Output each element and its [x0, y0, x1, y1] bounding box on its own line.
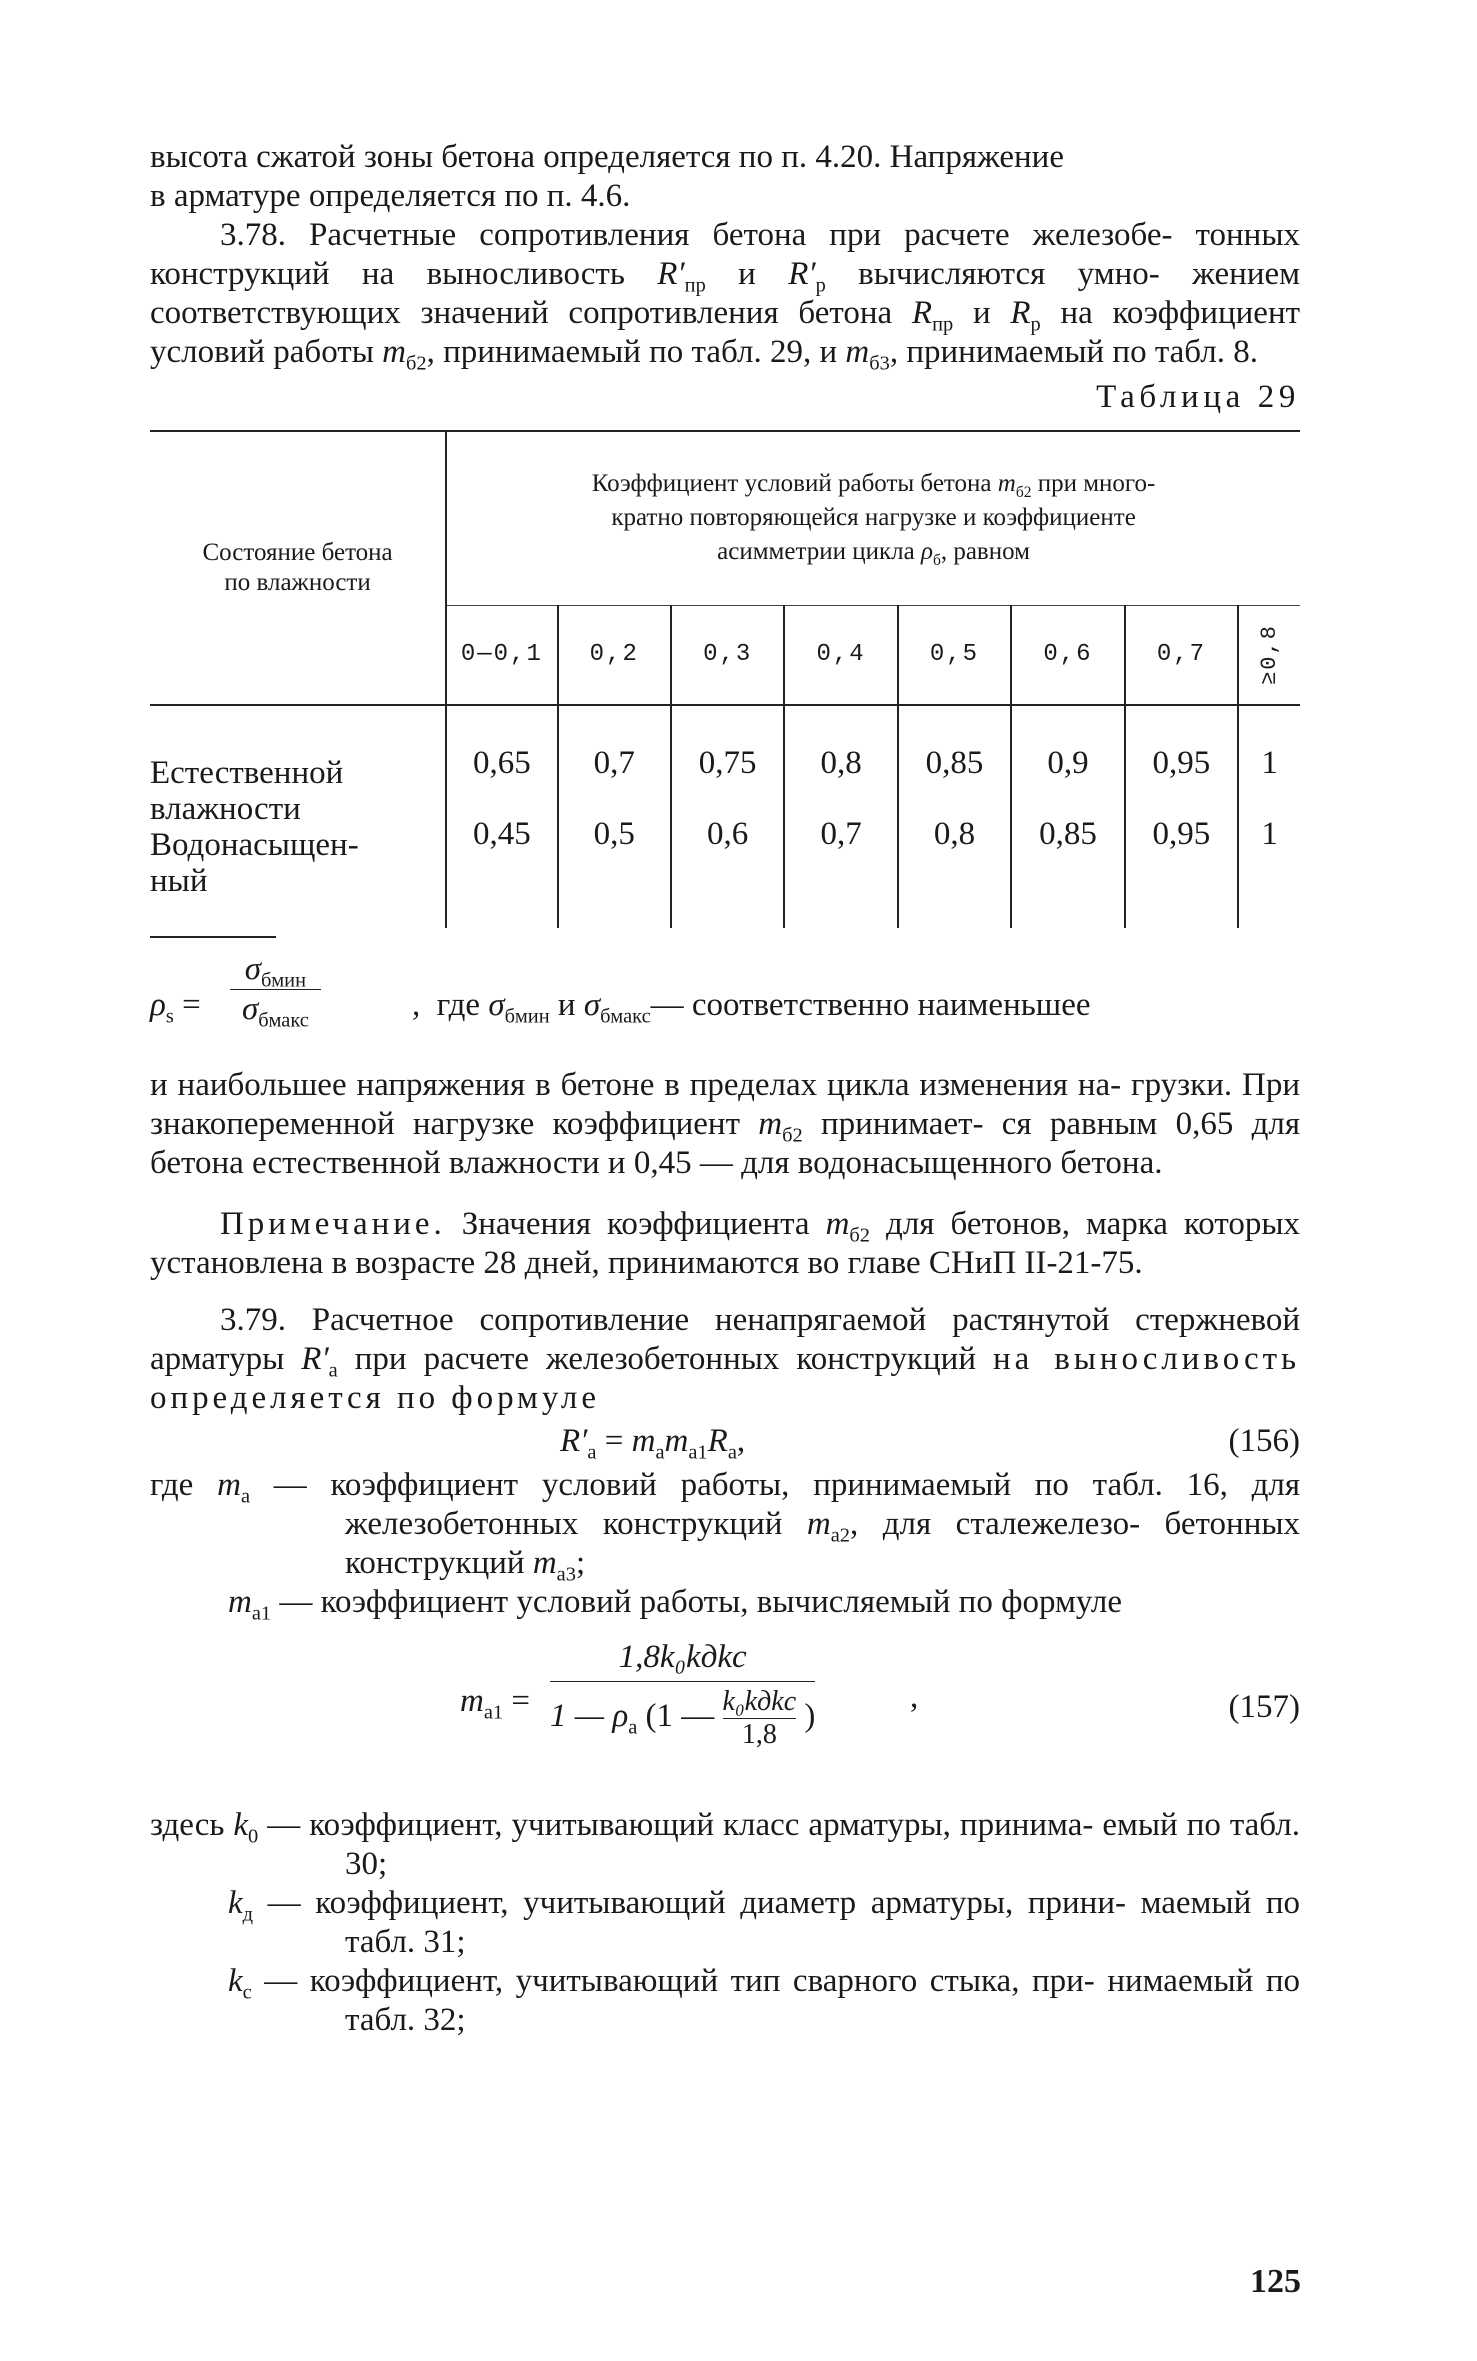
text: здесь	[150, 1807, 225, 1843]
table-caption: Таблица 29	[1096, 379, 1300, 415]
text: — коэффициент условий работы, вычисляемый по формуле	[279, 1584, 1123, 1620]
formula-157-fraction	[550, 1638, 815, 1751]
value-cell	[1238, 705, 1300, 928]
header-state	[150, 431, 446, 705]
text: ,	[736, 1423, 746, 1459]
rho-s-lhs	[150, 986, 201, 1028]
symbol-r-pr: R	[911, 295, 933, 331]
text: стержневой арматуры	[150, 1302, 1301, 1377]
text: 0,7	[820, 816, 862, 852]
text: Значения коэффициента	[461, 1206, 810, 1242]
text: ,	[412, 987, 421, 1023]
symbol-r-p: R	[1010, 295, 1031, 331]
text: 0,7	[593, 745, 635, 781]
note-label: Примечание.	[220, 1206, 446, 1242]
intro-line-2: в арматуре определяется по п. 4.6.	[150, 178, 631, 214]
text: σ	[583, 987, 601, 1023]
rho-fraction	[230, 950, 321, 1032]
subscript: б2	[405, 352, 427, 375]
inner-fraction	[723, 1686, 797, 1751]
text: R′	[301, 1341, 329, 1377]
text: (1 —	[645, 1698, 715, 1735]
text: =	[604, 1423, 624, 1459]
text: а	[240, 1485, 251, 1508]
text: с	[242, 1981, 252, 2004]
subscript: р	[1030, 313, 1041, 336]
rho-numerator	[230, 950, 321, 990]
text: m	[758, 1106, 783, 1142]
symbol-r-p-prime: R′	[788, 256, 816, 292]
text: при расчете железобетонных конструкций	[354, 1341, 976, 1377]
text: а1	[251, 1602, 272, 1625]
text: при много-	[1037, 470, 1156, 498]
text: вычисляются умно-	[858, 256, 1160, 292]
text: по влажности	[224, 569, 371, 596]
table-row-values	[150, 705, 1300, 928]
text: ся равным 0,65 для бетона естественной влажности и 0,45 — для	[150, 1106, 1301, 1181]
text: 1 — ρ	[550, 1698, 629, 1735]
text: жением соответствующих значений сопротивления бетона	[150, 256, 1301, 331]
text: )	[804, 1698, 816, 1735]
section-number: 3.78.	[220, 217, 286, 253]
rho-col-1: 0—0,1	[446, 605, 557, 705]
text: маемый по табл. 31;	[345, 1885, 1301, 1960]
text: и	[738, 256, 756, 292]
text: 0,65	[472, 745, 531, 781]
text: и	[819, 334, 838, 370]
text: 0,95	[1152, 745, 1211, 781]
text: Естественной	[150, 755, 344, 791]
value-cell	[1125, 705, 1239, 928]
definition-ma	[150, 1466, 1301, 1586]
text: =	[182, 987, 201, 1023]
text: где	[436, 987, 481, 1023]
text: , принимаемый по табл. 8.	[889, 334, 1258, 370]
text: б2	[849, 1224, 871, 1247]
text: 1,8	[741, 1719, 777, 1750]
text: m	[631, 1423, 656, 1459]
formula-156-body	[560, 1422, 746, 1464]
text: где	[150, 1467, 194, 1503]
text: Состояние бетона	[202, 539, 393, 566]
text: =	[511, 1683, 531, 1719]
rho-col-5: 0,5	[898, 605, 1011, 705]
text: а3	[556, 1563, 576, 1586]
text: m	[532, 1545, 557, 1581]
text: д	[242, 1903, 254, 1926]
text: и	[557, 987, 576, 1023]
text: k	[228, 1885, 243, 1921]
text: R′	[560, 1423, 588, 1459]
subscript: пр	[932, 313, 954, 336]
table-29	[150, 430, 1300, 928]
text: — коэффициент условий работы, принимаемый по табл. 16,	[273, 1467, 1228, 1503]
text: бмакс	[258, 1009, 309, 1032]
text: k	[233, 1807, 249, 1843]
symbol-m-b2: m	[382, 334, 406, 370]
text: а1	[688, 1441, 708, 1464]
subscript: б3	[869, 352, 890, 375]
text: σ	[488, 987, 505, 1023]
text: ρ	[150, 987, 166, 1023]
text: m	[664, 1423, 689, 1459]
text: тонных конструкций на выносливость	[150, 217, 1301, 292]
text: 0,95	[1152, 816, 1211, 852]
text: б2	[1015, 484, 1032, 502]
rho-col-6: 0,6	[1011, 605, 1124, 705]
value-cell	[671, 705, 784, 928]
text: Расчетные сопротивления бетона при расчете железобе-	[309, 217, 1173, 253]
text: и	[972, 295, 991, 331]
section-3-78	[150, 216, 1301, 375]
state-cell	[150, 705, 446, 928]
formula-157	[150, 1634, 1300, 1784]
note-paragraph	[150, 1205, 1300, 1283]
rho-paragraph	[150, 1066, 1300, 1183]
text: а2	[830, 1524, 851, 1547]
text: 0,9	[1047, 745, 1089, 781]
intro-paragraph	[150, 138, 1300, 216]
rho-col-2: 0,2	[558, 605, 671, 705]
text: 0,6	[707, 816, 749, 852]
equation-number: (157)	[1228, 1689, 1300, 1725]
text: R	[707, 1423, 728, 1459]
rho-col-4: 0,4	[784, 605, 897, 705]
text: на коэффициент условий работы	[150, 295, 1301, 370]
value-cell	[898, 705, 1011, 928]
intro-line-1: высота сжатой зоны бетона определяется по п. 4.20. Напряжение	[150, 139, 1064, 175]
formula-157-lhs	[460, 1682, 531, 1724]
rho-col-3: 0,3	[671, 605, 784, 705]
formula-157-denominator	[550, 1682, 815, 1751]
text: на выносливость определяется по формуле	[150, 1341, 1301, 1416]
text: нимаемый по табл. 32;	[345, 1963, 1301, 2038]
definition-k0	[150, 1806, 1300, 1884]
text: Коэффициент условий работы бетона	[591, 470, 992, 498]
text: s	[165, 1005, 174, 1028]
page-number: 125	[1250, 2263, 1301, 2300]
text: для бетонов,	[886, 1206, 1070, 1242]
text: — соответственно наименьшее	[650, 987, 1091, 1023]
text: 0,45	[472, 816, 531, 852]
text: 0,8	[820, 745, 862, 781]
text: и наибольшее напряжения в бетоне в пределах цикла изменения на-	[150, 1067, 1122, 1103]
text: влажности	[150, 791, 301, 827]
text: емый по табл. 30;	[345, 1807, 1300, 1882]
text: марка которых установлена в возрасте 28 дней, принимаются во главе	[150, 1206, 1301, 1281]
text: k₀kдkс	[722, 1686, 797, 1717]
text: а1	[483, 1701, 504, 1724]
text: 0,85	[925, 745, 984, 781]
text: Водонасыщен-	[150, 827, 359, 863]
text: — коэффициент, учитывающий диаметр арматуры, прини-	[267, 1885, 1126, 1921]
text: ,	[910, 1679, 919, 1715]
text: Расчетное сопротивление ненапрягаемой растянутой	[311, 1302, 1110, 1338]
value-cell	[784, 705, 897, 928]
text: грузки. При знакопеременной нагрузке коэффициент	[150, 1067, 1300, 1142]
section-3-79	[150, 1301, 1300, 1418]
rho-definition-formula	[150, 950, 1300, 1066]
text: асимметрии цикла	[717, 538, 915, 566]
formula-156	[150, 1422, 1300, 1462]
definition-kc	[228, 1962, 1301, 2040]
text: б	[932, 552, 941, 570]
subscript: р	[815, 274, 826, 297]
page-body	[150, 138, 1300, 2040]
definition-kd	[228, 1884, 1301, 1962]
table-footnote-rule	[150, 936, 276, 938]
text: водонасыщенного бетона.	[797, 1145, 1163, 1181]
text: ≥0,8	[1257, 624, 1283, 686]
subscript: пр	[684, 274, 706, 297]
text: 0,5	[593, 816, 635, 852]
text: 1	[1261, 745, 1278, 781]
text: m	[460, 1683, 484, 1719]
text: σ	[242, 991, 259, 1027]
section-number: 3.79.	[220, 1302, 286, 1338]
text: 1	[1261, 816, 1278, 852]
value-cell	[558, 705, 671, 928]
formula-157-numerator: 1,8k₀kдkс	[550, 1638, 815, 1682]
text: а	[628, 1716, 638, 1739]
text: 0	[248, 1825, 259, 1848]
text: СНиП II-21-75.	[928, 1245, 1143, 1281]
text: , принимаемый по табл. 29,	[426, 334, 812, 370]
text: бмакс	[600, 1005, 651, 1028]
text: 0,75	[698, 745, 757, 781]
text: σ	[244, 951, 262, 987]
text: кратно повторяющейся нагрузке и коэффициенте	[611, 504, 1136, 532]
header-coefficient	[446, 431, 1300, 605]
symbol-m-b3: m	[845, 334, 870, 370]
text: ;	[575, 1545, 586, 1581]
text: для железобетонных конструкций	[345, 1467, 1301, 1542]
text: m	[806, 1506, 831, 1542]
text: б2	[782, 1124, 803, 1147]
text: ный	[150, 863, 208, 899]
text: бмин	[261, 969, 307, 992]
definition-ma1	[228, 1583, 1300, 1625]
rho-description	[412, 986, 1300, 1028]
text: а	[655, 1441, 665, 1464]
value-cell	[1011, 705, 1124, 928]
value-cell	[446, 705, 557, 928]
text: , равном	[940, 538, 1030, 566]
text: бмин	[504, 1005, 550, 1028]
rho-col-8	[1238, 605, 1300, 705]
text: а	[328, 1359, 338, 1382]
rho-denominator	[230, 990, 321, 1032]
text: — коэффициент, учитывающий тип сварного стыка, при-	[264, 1963, 1095, 1999]
text: 0,8	[933, 816, 976, 852]
text: принимает-	[821, 1106, 984, 1142]
text: k	[228, 1963, 243, 1999]
text: m	[825, 1206, 850, 1242]
text: ρ	[920, 538, 933, 566]
symbol-r-pr-prime: R′	[657, 256, 685, 292]
text: m	[228, 1584, 252, 1620]
text: , для сталежелезо-	[850, 1506, 1141, 1542]
rho-col-7: 0,7	[1125, 605, 1239, 705]
text: m	[997, 470, 1016, 498]
text: 0,85	[1039, 816, 1097, 852]
equation-number: (156)	[1228, 1423, 1300, 1459]
text: — коэффициент, учитывающий класс арматуры, принима-	[267, 1807, 1094, 1843]
text: а	[727, 1441, 737, 1464]
text: m	[217, 1467, 241, 1503]
text: а	[587, 1441, 597, 1464]
text: бетонных конструкций	[345, 1506, 1301, 1581]
